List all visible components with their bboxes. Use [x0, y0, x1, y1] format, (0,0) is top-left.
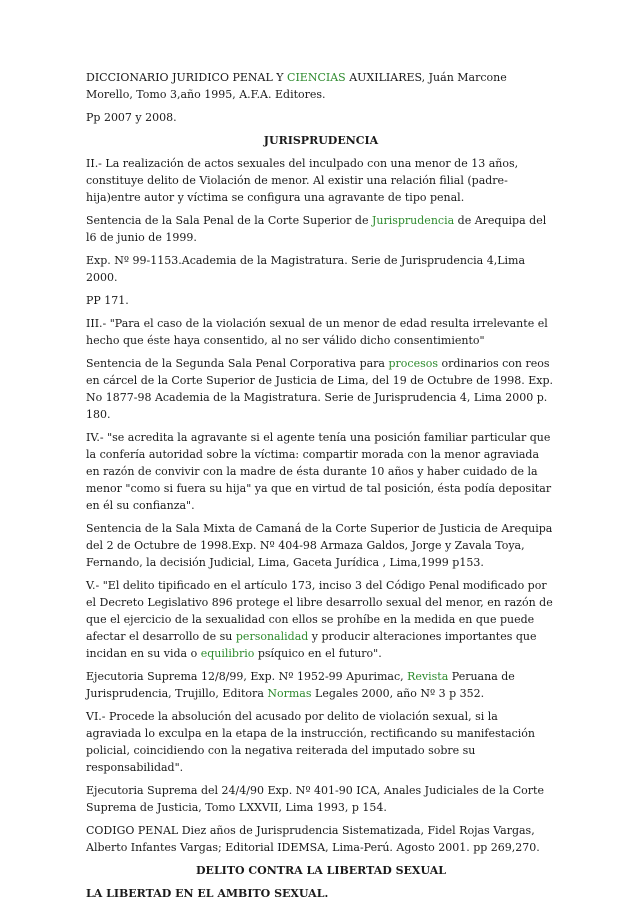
section-heading-libertad: LA LIBERTAD EN EL AMBITO SEXUAL.	[86, 887, 329, 900]
pages-reference-2: PP 171.	[86, 294, 129, 307]
keyword-link-revista[interactable]: Revista	[407, 670, 449, 683]
keyword-link-ciencias[interactable]: CIENCIAS	[287, 71, 346, 84]
pages-reference: Pp 2007 y 2008.	[86, 111, 177, 124]
keyword-link-equilibrio[interactable]: equilibrio	[200, 647, 255, 660]
citation-paragraph: DICCIONARIO JURIDICO PENAL Y CIENCIAS AUXILIARES, Juán Marcone Morello, Tomo 3,año 1995, A.F.A. Editores.	[86, 71, 507, 101]
keyword-link-personalidad[interactable]: personalidad	[235, 630, 309, 643]
jurisprudence-item-3: III.- "Para el caso de la violación sexual de un menor de edad resulta irrelevante el hecho que éste haya consentido, al no ser válido dicho consentimiento"	[86, 317, 548, 347]
document-page	[86, 69, 556, 908]
source-reference: CODIGO PENAL Diez años de Jurisprudencia Sistematizada, Fidel Rojas Vargas, Alberto Infantes Vargas; Editorial IDEMSA, Lima-Perú. Agosto 2001. pp 269,270.	[86, 824, 540, 854]
ejecutoria-reference-2: Ejecutoria Suprema del 24/4/90 Exp. Nº 401-90 ICA, Anales Judiciales de la Corte Suprema de Justicia, Tomo LXXVII, Lima 1993, p 154.	[86, 784, 544, 814]
expedient-reference-1: Exp. Nº 99-1153.Academia de la Magistratura. Serie de Jurisprudencia 4,Lima 2000.	[86, 254, 526, 284]
section-heading-jurisprudencia: JURISPRUDENCIA	[263, 134, 379, 147]
sentence-reference-2: Sentencia de la Segunda Sala Penal Corporativa para procesos ordinarios con reos en cárcel de la Corte Superior de Justicia de Lima, del 19 de Octubre de 1998. Exp. No 1877-98 Academia de la Magistratura. Serie de Jurisprudencia 4, Lima 2000 p. 180.	[86, 357, 554, 421]
jurisprudence-item-5: V.- "El delito tipificado en el artículo 173, inciso 3 del Código Penal modificado por el Decreto Legislativo 896 protege el libre desarrollo sexual del menor, en razón de que el ejercicio de la sexualidad con ellos se prohíbe en la medida en que puede afectar el desarrollo de su personalidad y producir alteraciones importantes que incidan en su vida o equilibrio psíquico en el futuro".	[86, 579, 553, 660]
section-heading-delito: DELITO CONTRA LA LIBERTAD SEXUAL	[196, 864, 446, 877]
keyword-link-normas[interactable]: Normas	[267, 687, 312, 700]
ejecutoria-reference-1: Ejecutoria Suprema 12/8/99, Exp. Nº 1952-99 Apurimac, Revista Peruana de Jurisprudencia, Trujillo, Editora Normas Legales 2000, año Nº 3 p 352.	[86, 670, 515, 700]
jurisprudence-item-4: IV.- "se acredita la agravante si el agente tenía una posición familiar particular que la confería autoridad sobre la víctima: compartir morada con la menor agraviada en razón de convivir con la madre de ésta durante 10 años y haber cuidado de la menor "como si fuera su hija" ya que en virtud de tal posición, ésta podía depositar en él su confianza".	[86, 431, 552, 512]
keyword-link-procesos[interactable]: procesos	[388, 357, 439, 370]
jurisprudence-item-2: II.- La realización de actos sexuales del inculpado con una menor de 13 años, constituye delito de Violación de menor. Al existir una relación filial (padre-hija)entre autor y víctima se configura una agravante de tipo penal.	[86, 157, 519, 204]
sentence-reference-3: Sentencia de la Sala Mixta de Camaná de la Corte Superior de Justicia de Arequipa del 2 de Octubre de 1998.Exp. Nº 404-98 Armaza Galdos, Jorge y Zavala Toya, Fernando, la decisión Judicial, Lima, Gaceta Jurídica , Lima,1999 p153.	[86, 522, 553, 569]
sentence-reference-1: Sentencia de la Sala Penal de la Corte Superior de Jurisprudencia de Arequipa del l6 de junio de 1999.	[86, 214, 547, 244]
keyword-link-jurisprudencia[interactable]: Jurisprudencia	[371, 214, 455, 227]
jurisprudence-item-6: VI.- Procede la absolución del acusado por delito de violación sexual, si la agraviada lo exculpa en la etapa de la instrucción, rectificando su manifestación policial, coincidiendo con la negativa reiterada del imputado sobre su responsabilidad".	[86, 710, 536, 774]
